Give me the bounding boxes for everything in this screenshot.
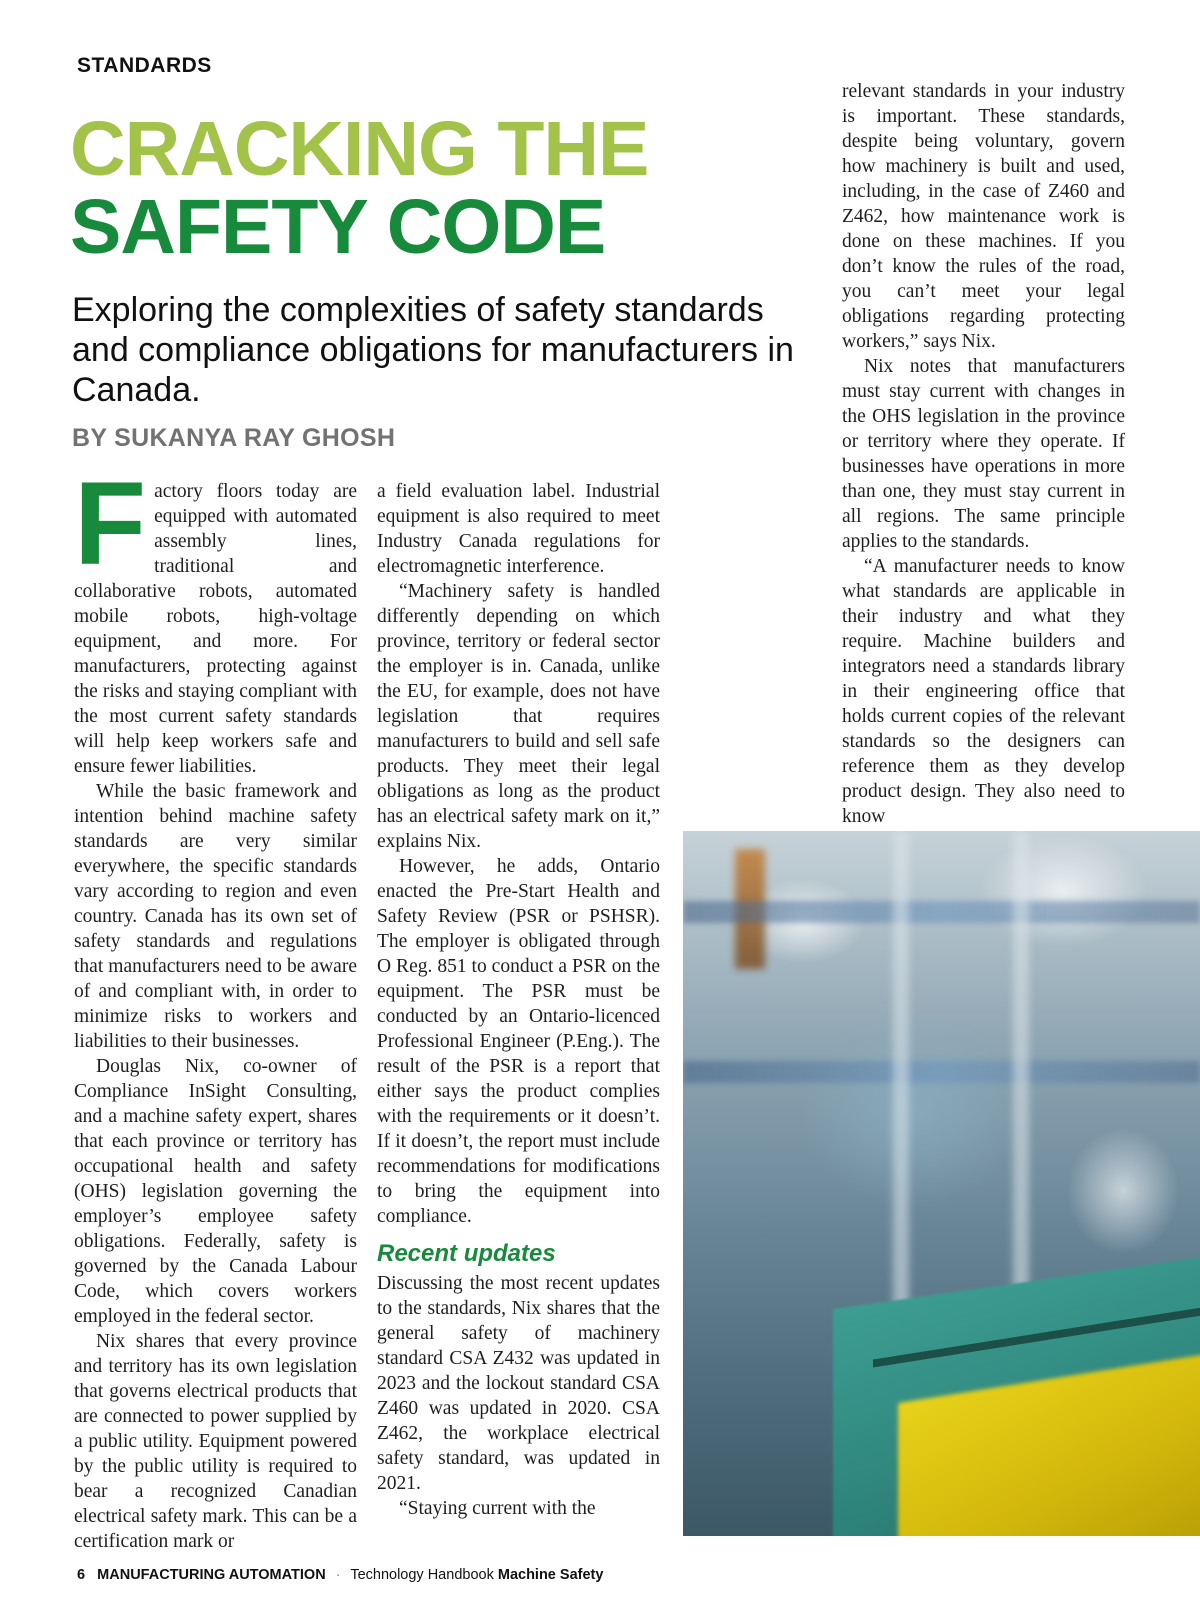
- paragraph-9: “Staying current with the: [399, 1498, 596, 1519]
- paragraph-10: relevant standards in your industry is important. These standards, despite being voluntary, govern how machinery is built and used, including, in the case of Z460 and Z462, how maintenance work is done on these machines. If you don’t know the rules of the road, you can’t meet your legal obligations regarding protecting workers,” says Nix.: [842, 81, 1125, 352]
- magazine-name: MANUFACTURING AUTOMATION: [97, 1567, 326, 1583]
- paragraph-7: However, he adds, Ontario enacted the Pre-Start Health and Safety Review (PSR or PSHSR). The employer is obligated through O Reg. 851 to conduct a PSR on the equipment. The PSR must be conducted by an Ontario-licenced Professional Engineer (P.Eng.). The result of the PSR is a report that either says the product complies with the requirements or it doesn’t. If it doesn’t, the report must include recommendations for modifications to bring the equipment into compliance.: [377, 856, 660, 1227]
- handbook-name: Technology Handbook: [350, 1567, 494, 1583]
- footer-separator: ·: [335, 1567, 341, 1583]
- drop-cap: F: [74, 458, 147, 590]
- paragraph-8: Discussing the most recent updates to the standards, Nix shares that the general safety of machinery standard CSA Z432 was updated in 2023 and the lockout standard CSA Z460 was updated in 2020. CSA Z462, the workplace electrical safety standard, was updated in 2021.: [377, 1273, 660, 1494]
- subhead-recent-updates: Recent updates: [377, 1240, 556, 1267]
- section-label: STANDARDS: [77, 54, 212, 77]
- photo-beam: [683, 901, 1200, 923]
- page-footer: [77, 1567, 603, 1583]
- page-number: 6: [77, 1567, 86, 1583]
- dek: Exploring the complexities of safety standards and compliance obligations for manufacturers in Canada.: [72, 291, 794, 409]
- handbook-topic: Machine Safety: [497, 1567, 604, 1583]
- photo-beam: [683, 1061, 1200, 1083]
- headline-line-1: CRACKING THE: [70, 106, 649, 192]
- factory-machinery-photo: [683, 831, 1200, 1536]
- paragraph-1-text: actory floors today are equipped with automated assembly lines, traditional and collaborative robots, automated mobile robots, high-voltage equipment, and more. For manufacturers, protecting against the risks and staying compliant with the most current safety standards will help keep workers safe and ensure fewer liabilities.: [74, 481, 357, 777]
- body-column-1: [74, 458, 357, 1554]
- paragraph-11: Nix notes that manufacturers must stay current with changes in the OHS legislation in the province or territory where they operate. If businesses have operations in more than one, they must stay current in all regions. The same principle applies to the standards.: [842, 356, 1125, 552]
- headline-line-2: SAFETY CODE: [70, 184, 606, 270]
- headline: [70, 106, 649, 270]
- body-column-3: [842, 79, 1125, 829]
- paragraph-6: “Machinery safety is handled differently depending on which province, territory or federal sector the employer is in. Canada, unlike the EU, for example, does not have legislation that requires manufacturers to build and sell safe products. They meet their legal obligations as long as the product has an electrical safety mark on it,” explains Nix.: [377, 581, 660, 852]
- byline: BY SUKANYA RAY GHOSH: [72, 424, 396, 452]
- paragraph-4: Nix shares that every province and territory has its own legislation that governs electrical products that are connected to power supplied by a public utility. Equipment powered by the public utility is required to bear a recognized Canadian electrical safety mark. This can be a certification mark or: [74, 1331, 357, 1552]
- paragraph-2: While the basic framework and intention behind machine safety standards are very similar everywhere, the specific standards vary according to region and even country. Canada has its own set of safety standards and regulations that manufacturers need to be aware of and compliant with, in order to minimize risks to workers and liabilities to their businesses.: [74, 781, 357, 1052]
- body-column-2: [377, 479, 660, 1521]
- paragraph-3: Douglas Nix, co-owner of Compliance InSight Consulting, and a machine safety expert, shares that each province or territory has occupational health and safety (OHS) legislation governing the employer’s employee safety obligations. Federally, safety is governed by the Canada Labour Code, which covers workers employed in the federal sector.: [74, 1056, 357, 1327]
- paragraph-12: “A manufacturer needs to know what standards are applicable in their industry and what they require. Machine builders and integrators need a standards library in their engineering office that holds current copies of the relevant standards so the designers can reference them as they develop product design. They also need to know: [842, 556, 1125, 827]
- paragraph-1: [74, 458, 357, 779]
- paragraph-5: a field evaluation label. Industrial equipment is also required to meet Industry Canada regulations for electromagnetic interference.: [377, 481, 660, 577]
